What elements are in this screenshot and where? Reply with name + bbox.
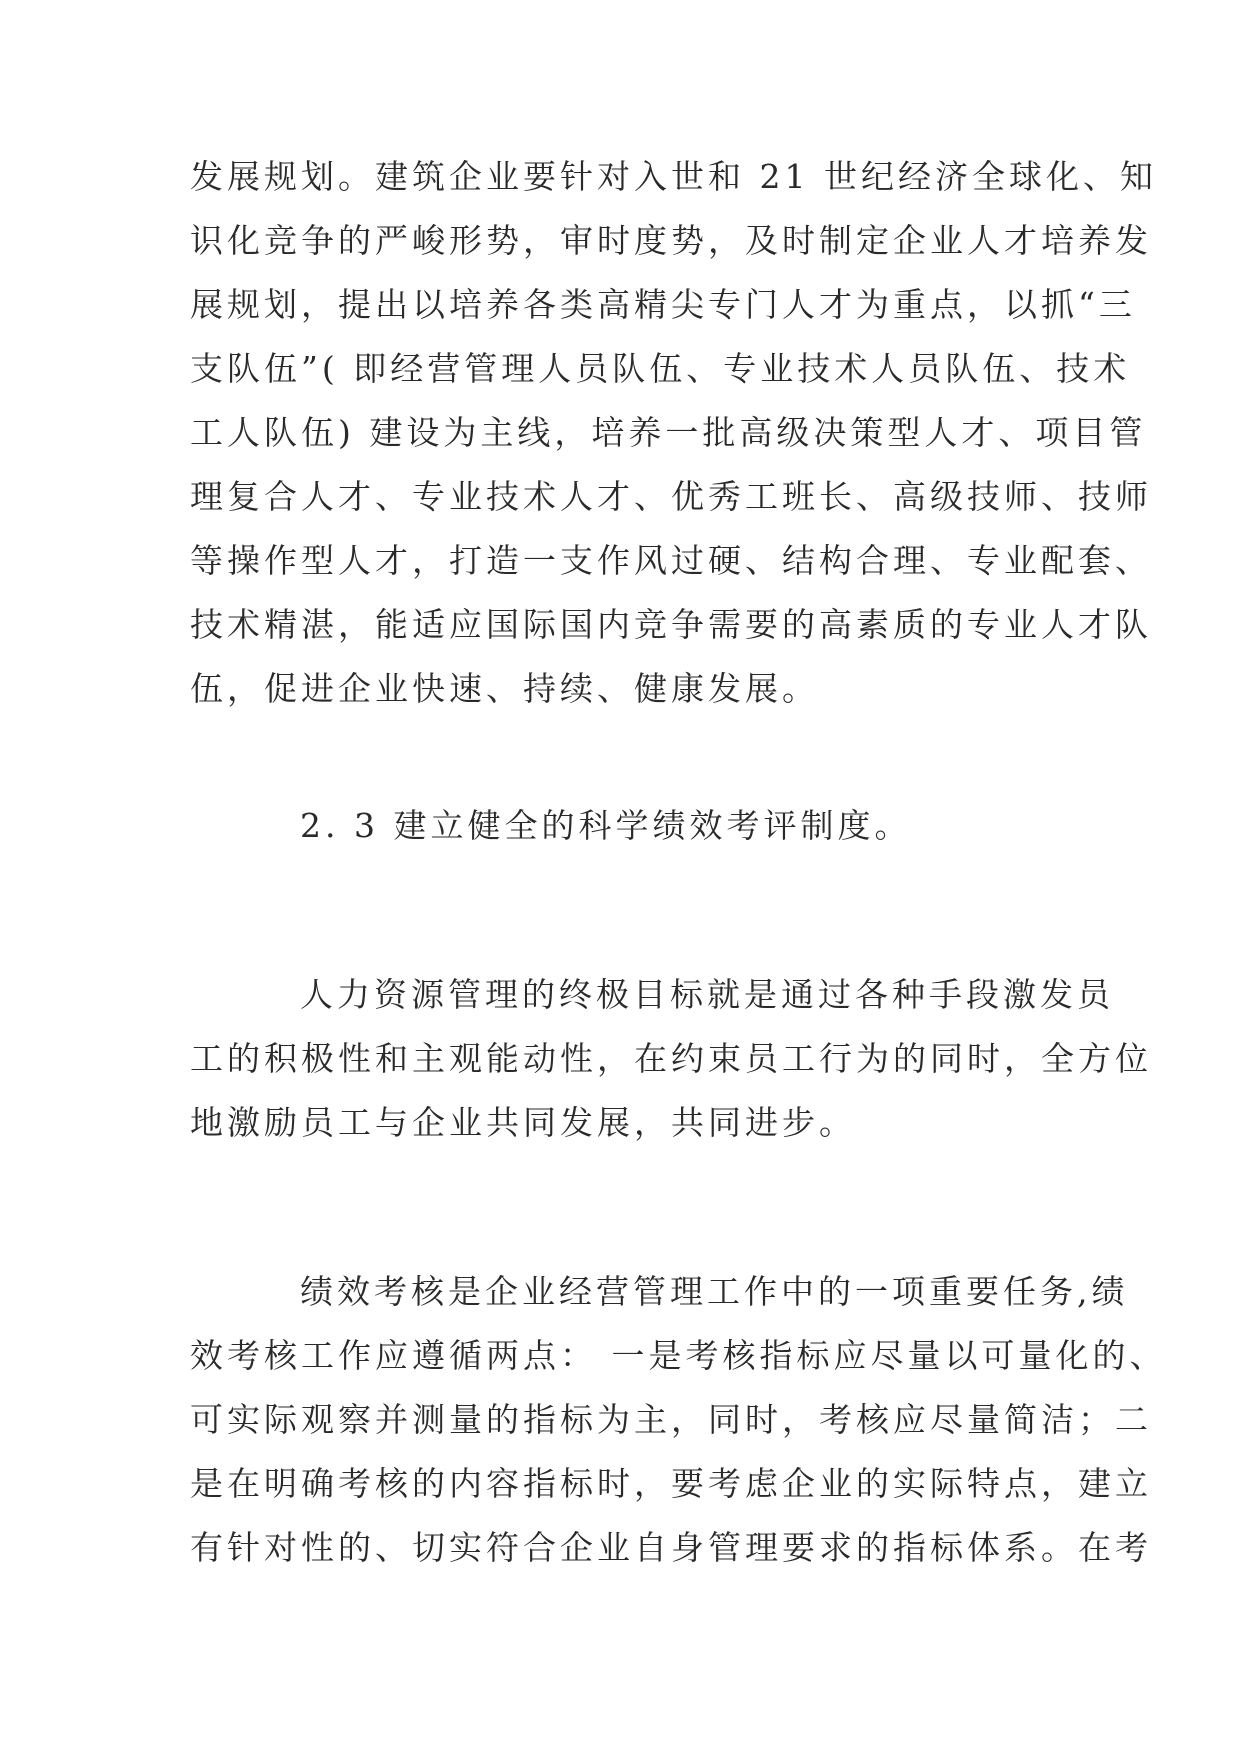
paragraph-1-line-9: 伍，促进企业快速、持续、健康发展。 xyxy=(190,669,819,708)
paragraph-3-line-1: 绩效考核是企业经营管理工作中的一项重要任务,绩 xyxy=(300,1272,1129,1311)
section-heading: 2. 3 建立健全的科学绩效考评制度。 xyxy=(300,806,912,845)
paragraph-1-line-7: 等操作型人才，打造一支作风过硬、结构合理、专业配套、 xyxy=(190,541,1152,580)
paragraph-1-line-4: 支队伍”( 即经营管理人员队伍、专业技术人员队伍、技术 xyxy=(190,349,1131,388)
paragraph-1-line-8: 技术精湛，能适应国际国内竞争需要的高素质的专业人才队 xyxy=(190,605,1152,644)
paragraph-2-line-1: 人力资源管理的终极目标就是通过各种手段激发员 xyxy=(300,975,1114,1014)
paragraph-3-line-4: 是在明确考核的内容指标时，要考虑企业的实际特点，建立 xyxy=(190,1464,1152,1503)
paragraph-1-line-6: 理复合人才、专业技术人才、优秀工班长、高级技师、技师 xyxy=(190,477,1152,516)
paragraph-2-line-2: 工的积极性和主观能动性，在约束员工行为的同时，全方位 xyxy=(190,1039,1152,1078)
paragraph-3-line-5: 有针对性的、切实符合企业自身管理要求的指标体系。在考 xyxy=(190,1528,1152,1567)
paragraph-1-line-2: 识化竞争的严峻形势，审时度势，及时制定企业人才培养发 xyxy=(190,221,1152,260)
paragraph-1-line-1: 发展规划。建筑企业要针对入世和 21 世纪经济全球化、知 xyxy=(190,157,1157,196)
paragraph-1-line-3: 展规划，提出以培养各类高精尖专门人才为重点，以抓“三 xyxy=(190,285,1136,324)
paragraph-3-line-3: 可实际观察并测量的指标为主，同时，考核应尽量简洁；二 xyxy=(190,1400,1152,1439)
paragraph-3-line-2: 效考核工作应遵循两点： 一是考核指标应尽量以可量化的、 xyxy=(190,1336,1167,1375)
paragraph-2-line-3: 地激励员工与企业共同发展，共同进步。 xyxy=(190,1103,856,1142)
paragraph-1-line-5: 工人队伍) 建设为主线，培养一批高级决策型人才、项目管 xyxy=(190,413,1147,452)
